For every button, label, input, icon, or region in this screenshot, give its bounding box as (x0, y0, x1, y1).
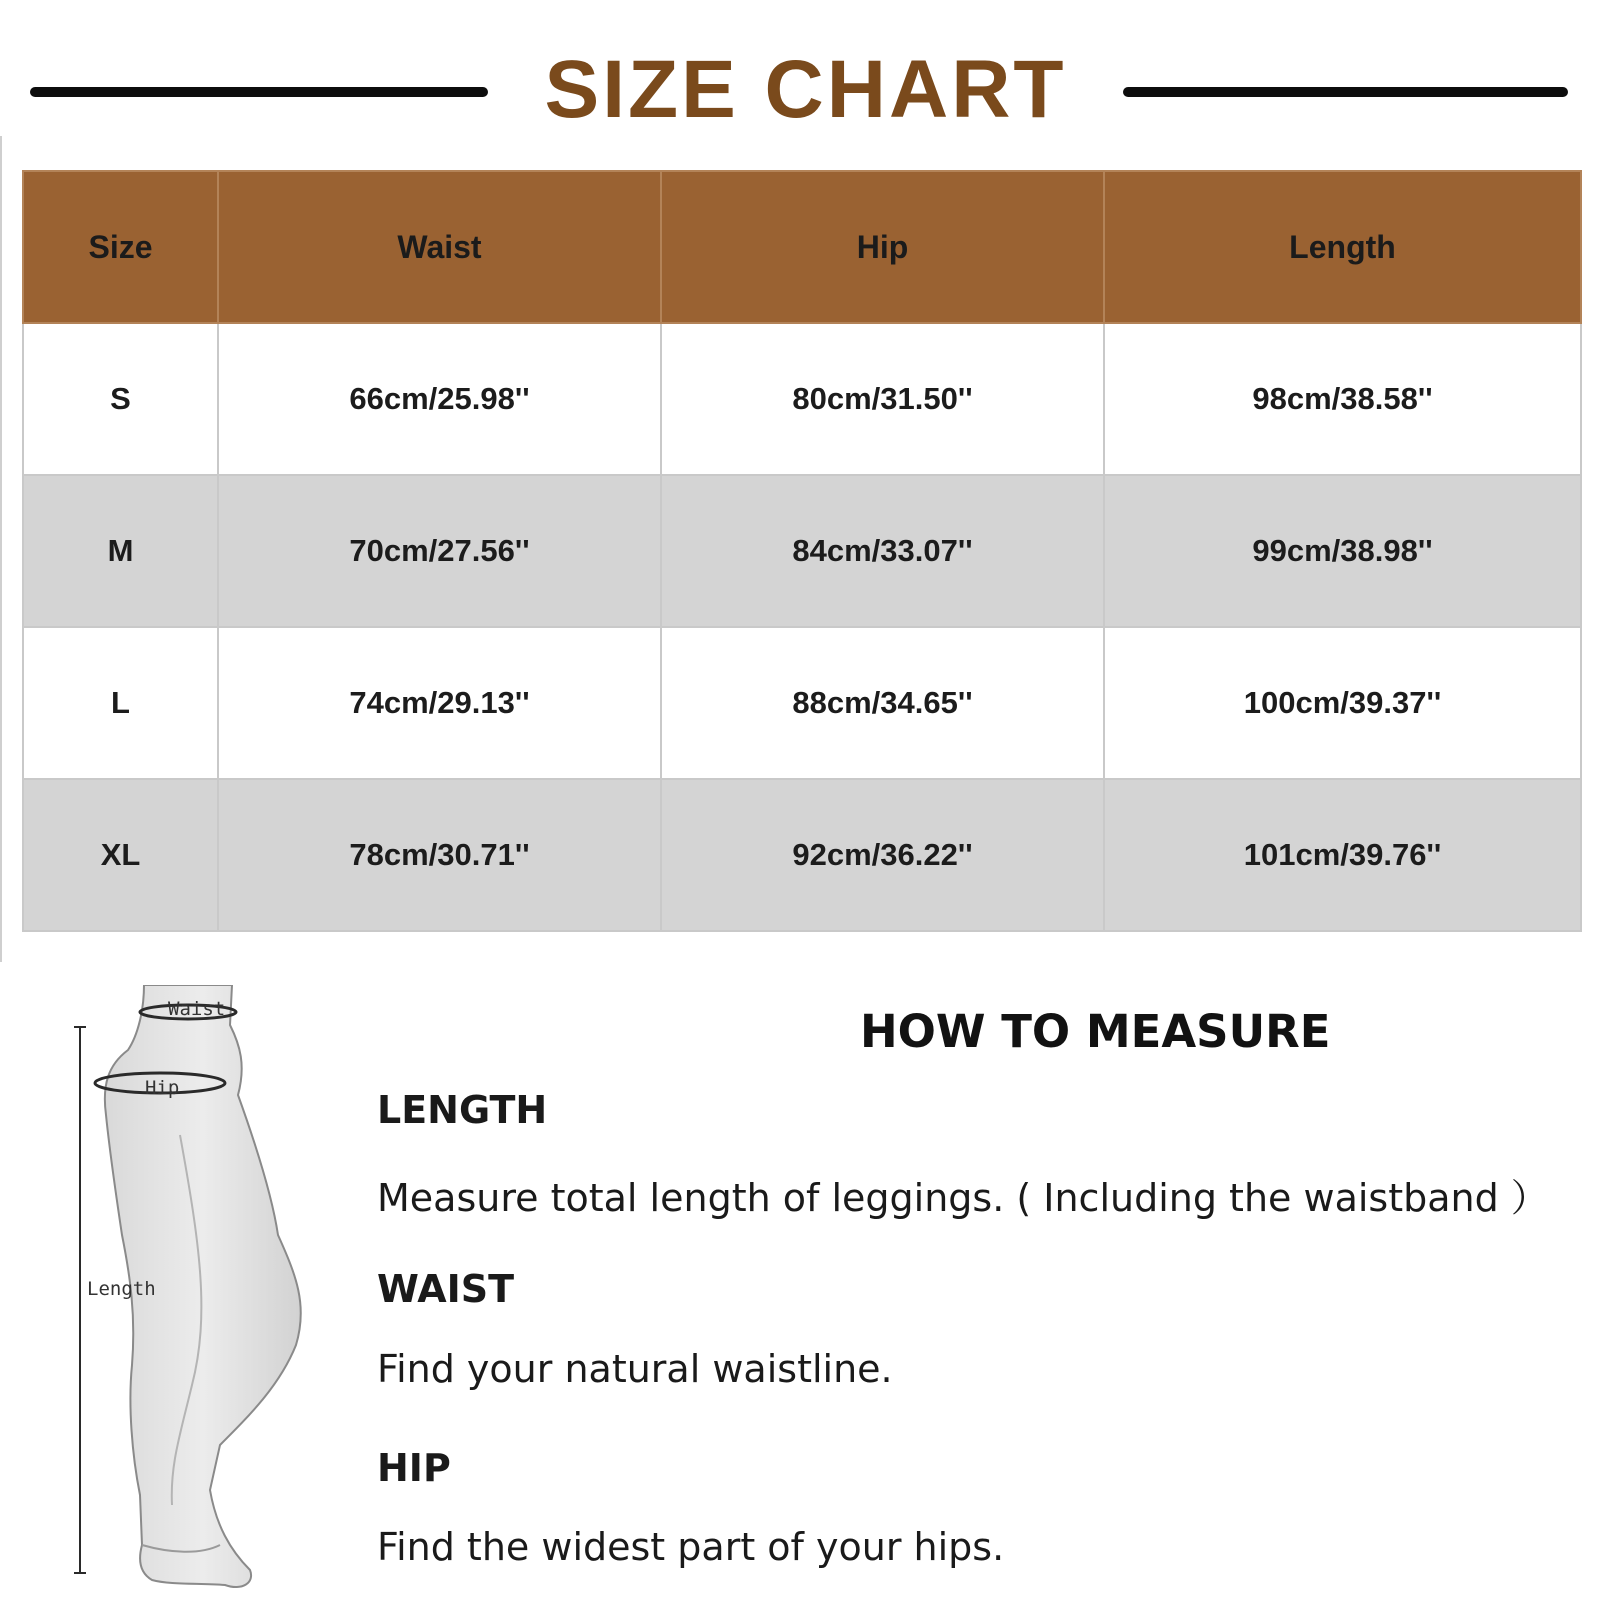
waist-heading: WAIST (377, 1267, 515, 1311)
length-label: Length (87, 1278, 156, 1300)
cell-waist: 78cm/30.71'' (218, 779, 661, 931)
table-row (23, 323, 1581, 475)
cell-hip: 80cm/31.50'' (661, 323, 1104, 475)
header-divider-left (30, 87, 488, 97)
cell-hip: 88cm/34.65'' (661, 627, 1104, 779)
table-header-row (23, 171, 1581, 323)
column-header-length: Length (1104, 171, 1581, 323)
cell-size: M (23, 475, 218, 627)
cell-length: 100cm/39.37'' (1104, 627, 1581, 779)
leggings-illustration (60, 985, 360, 1597)
column-header-size: Size (23, 171, 218, 323)
cell-hip: 92cm/36.22'' (661, 779, 1104, 931)
hip-heading: HIP (377, 1446, 451, 1490)
column-header-hip: Hip (661, 171, 1104, 323)
cell-size: XL (23, 779, 218, 931)
hip-label: Hip (145, 1077, 180, 1099)
cell-waist: 74cm/29.13'' (218, 627, 661, 779)
cell-length: 98cm/38.58'' (1104, 323, 1581, 475)
table-row (23, 627, 1581, 779)
waist-label: Waist (168, 998, 226, 1020)
table-row (23, 475, 1581, 627)
cell-size: L (23, 627, 218, 779)
length-instruction: Measure total length of leggings. ( Including the waistband ） (377, 1176, 1549, 1220)
page-title: SIZE CHART (544, 44, 1067, 135)
column-header-waist: Waist (218, 171, 661, 323)
cell-length: 99cm/38.98'' (1104, 475, 1581, 627)
how-to-measure-title: HOW TO MEASURE (860, 1005, 1331, 1058)
waist-instruction: Find your natural waistline. (377, 1347, 893, 1391)
hip-instruction: Find the widest part of your hips. (377, 1525, 1005, 1569)
cell-waist: 70cm/27.56'' (218, 475, 661, 627)
header-divider-right (1123, 87, 1568, 97)
cell-size: S (23, 323, 218, 475)
size-table (22, 170, 1582, 932)
cell-hip: 84cm/33.07'' (661, 475, 1104, 627)
length-heading: LENGTH (377, 1088, 548, 1132)
cell-waist: 66cm/25.98'' (218, 323, 661, 475)
edge-divider (0, 136, 2, 962)
table-row (23, 779, 1581, 931)
cell-length: 101cm/39.76'' (1104, 779, 1581, 931)
